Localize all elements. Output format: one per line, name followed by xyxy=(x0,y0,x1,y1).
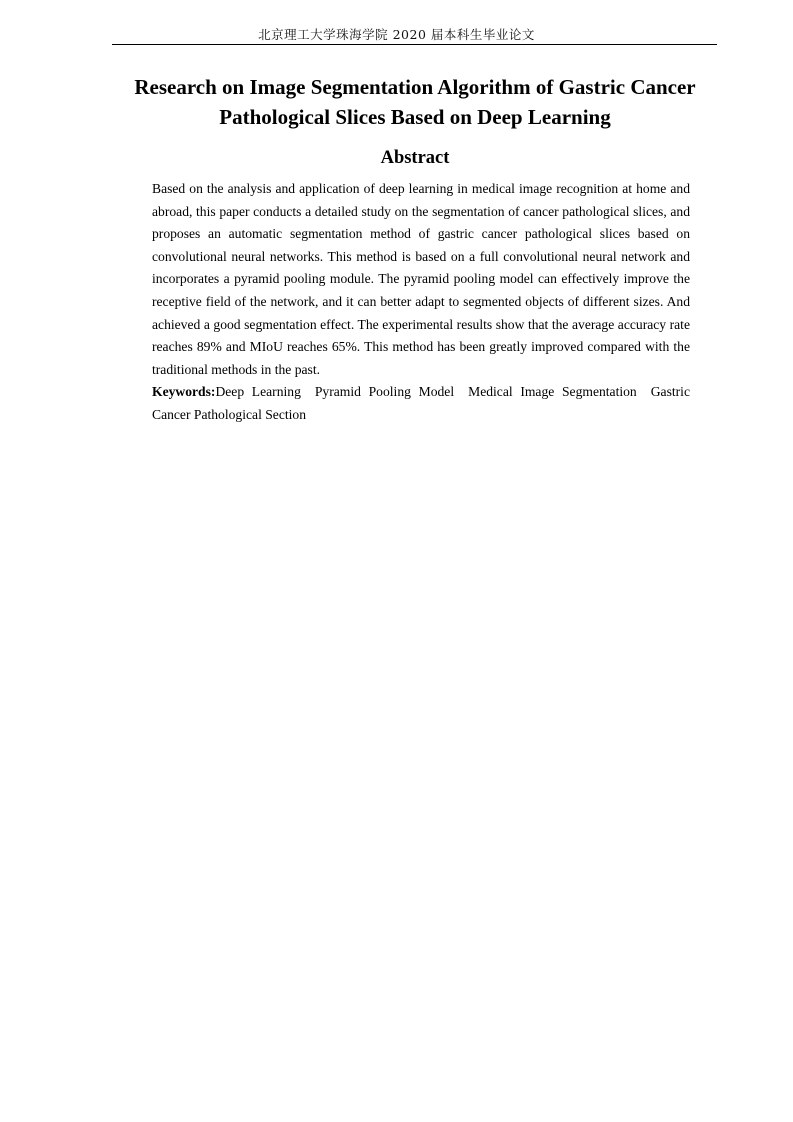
keywords-line xyxy=(152,381,690,426)
keyword: Gastric Cancer Pathological Section xyxy=(152,384,690,422)
keyword: Pyramid Pooling Model xyxy=(314,384,455,399)
running-header: 北京理工大学珠海学院 2020 届本科生毕业论文 xyxy=(258,27,535,42)
abstract-body: Based on the analysis and application of deep learning in medical image recognition at home and abroad, this paper conducts a detailed study on the segmentation of cancer pathological slices, and proposes an automatic segmentation method of gastric cancer pathological slices based on convolutional neural networks. This method is based on a full convolutional neural network and incorporates a pyramid pooling module. The pyramid pooling model can effectively improve the receptive field of the network, and it can better adapt to segmented objects of different sizes. And achieved a good segmentation effect. The experimental results show that the average accuracy rate reaches 89% and MIoU reaches 65%. This method has been greatly improved compared with the traditional methods in the past. xyxy=(152,181,690,377)
keyword: Deep Learning xyxy=(215,384,301,399)
abstract-heading: Abstract xyxy=(380,148,450,168)
keywords-label: Keywords: xyxy=(152,384,216,399)
header-rule xyxy=(112,44,717,45)
keyword: Medical Image Segmentation xyxy=(468,384,637,399)
paper-title: Research on Image Segmentation Algorithm of Gastric Cancer Pathological Slices Based on Deep Learning xyxy=(134,75,696,129)
